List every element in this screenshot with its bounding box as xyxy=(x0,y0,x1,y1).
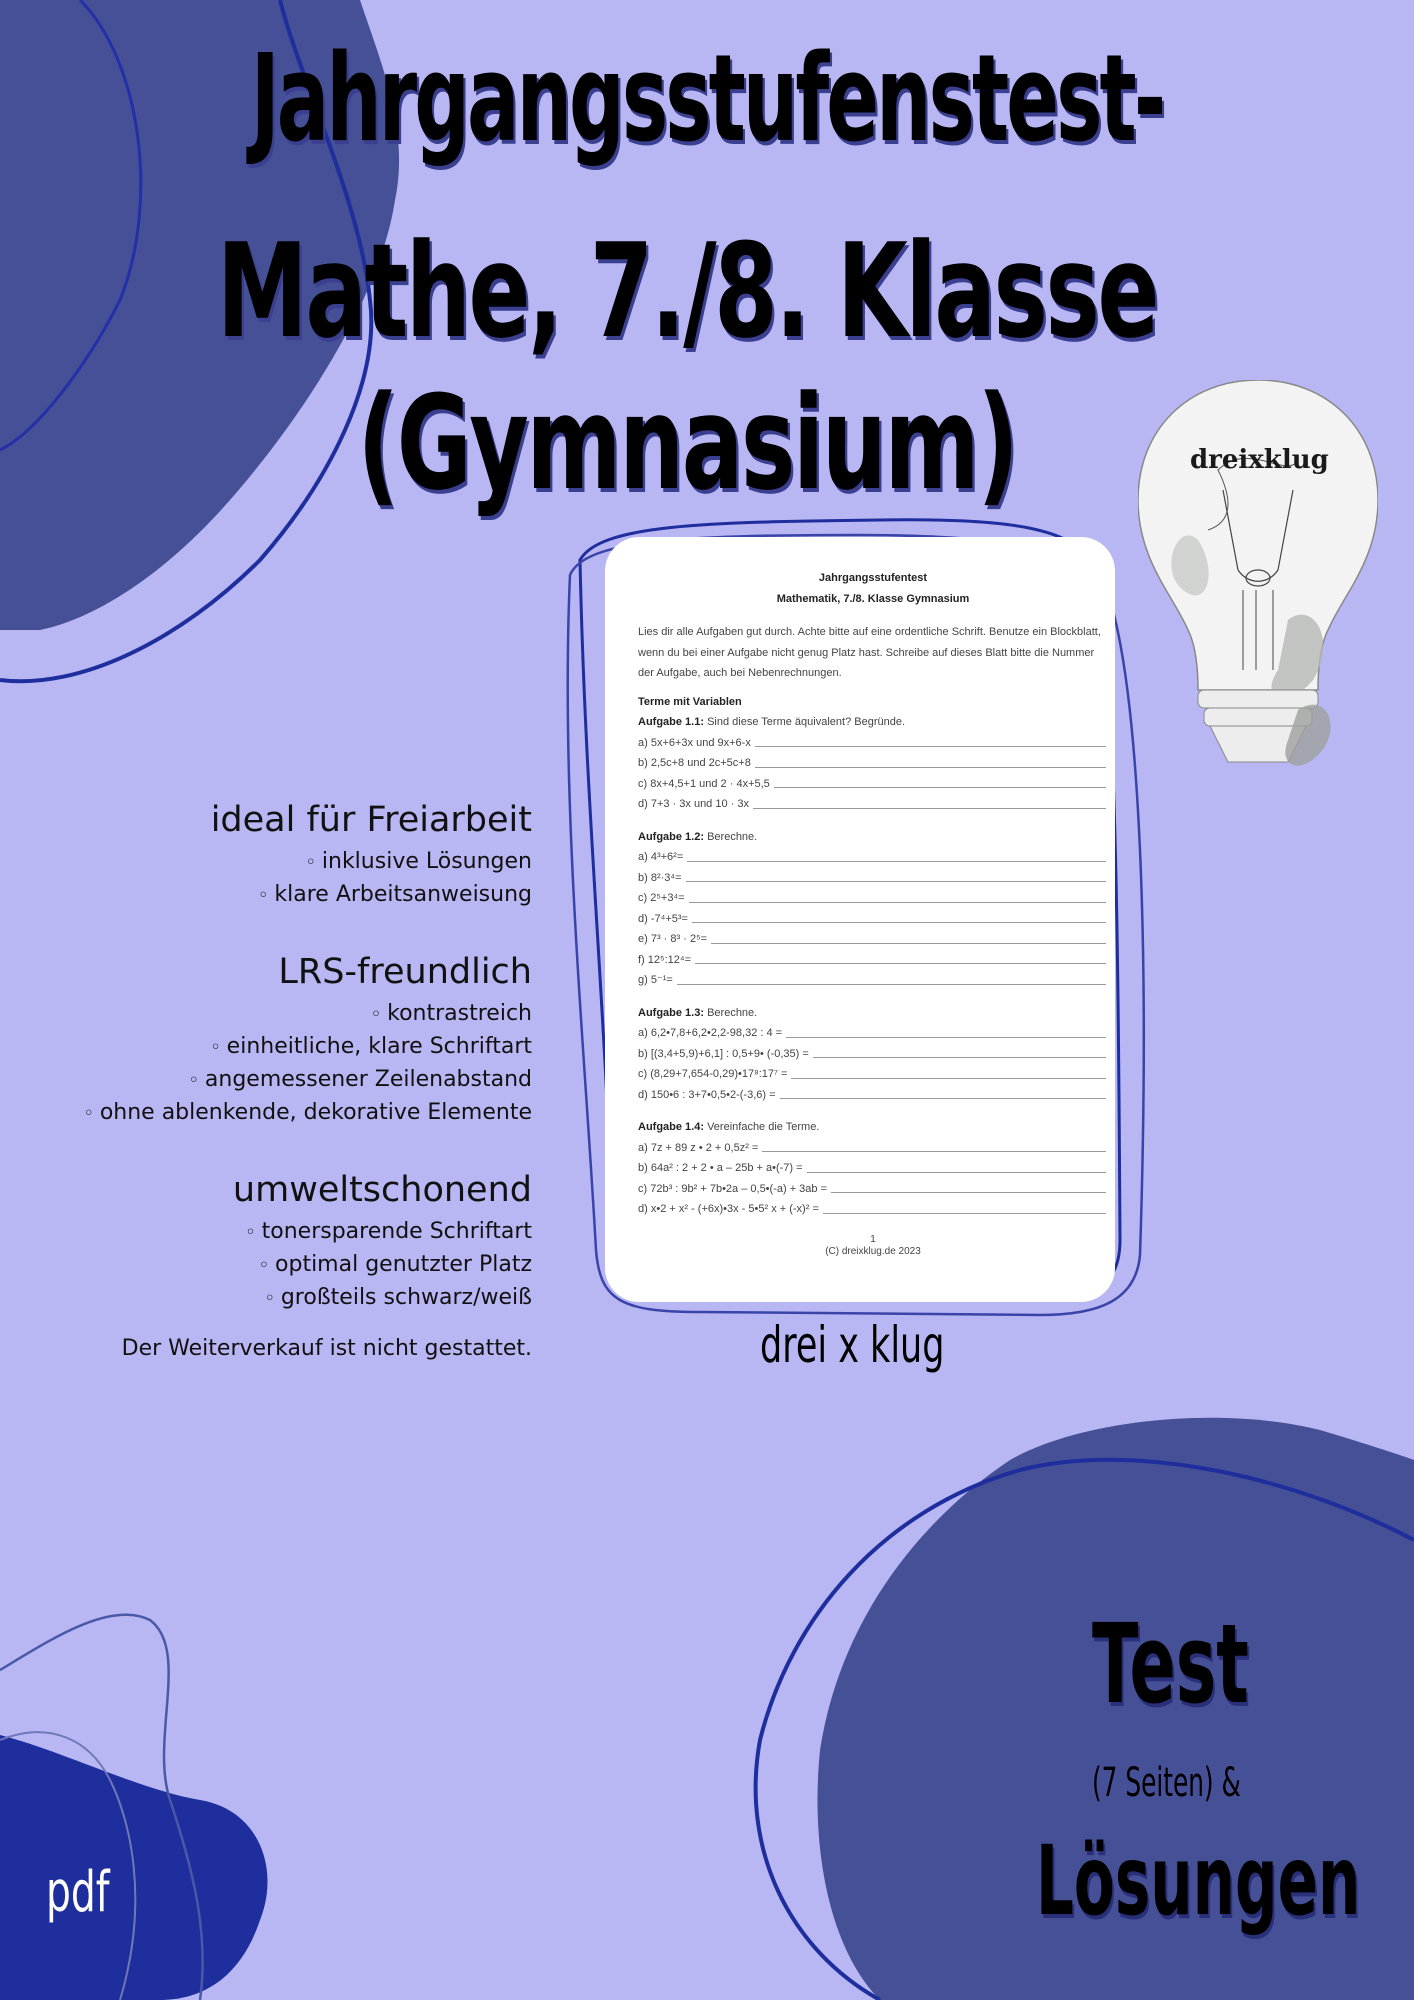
product-solutions: Lösungen xyxy=(1036,1825,1361,1937)
answer-line xyxy=(755,733,1106,748)
task-line xyxy=(638,950,1108,971)
task-line-text: c) 8x+4,5+1 und 2 · 4x+5,5 xyxy=(638,777,770,790)
feature-item: ◦ angemessener Zeilenabstand xyxy=(12,1064,532,1097)
task-gap xyxy=(638,815,1108,827)
task-line-text: a) 6,2•7,8+6,2•2,2-98,32 : 4 = xyxy=(638,1027,783,1039)
task-label: Aufgabe 1.1: xyxy=(638,716,705,728)
task-line xyxy=(638,1138,1108,1159)
feature-item: ◦ inklusive Lösungen xyxy=(12,846,532,879)
task-line xyxy=(638,1044,1108,1065)
answer-line xyxy=(695,950,1106,965)
feature-heading-lrs: LRS-freundlich xyxy=(278,952,532,992)
task-line-text: b) 2,5c+8 und 2c+5c+8 xyxy=(638,757,751,769)
worksheet-content xyxy=(638,568,1108,1258)
task-line xyxy=(638,1179,1108,1200)
answer-line xyxy=(791,1064,1106,1079)
task-line-text: c) 72b³ : 9b² + 7b•2a – 0,5•(-a) + 3ab = xyxy=(638,1182,828,1195)
task-line-text: a) 4³+6²= xyxy=(638,851,684,863)
task-heading xyxy=(638,1003,1108,1024)
feature-item: ◦ kontrastreich xyxy=(12,998,532,1031)
worksheet-copyright: (C) dreixklug.de 2023 xyxy=(825,1245,921,1257)
task-line xyxy=(638,909,1108,930)
worksheet-header-2: Mathematik, 7./8. Klasse Gymnasium xyxy=(776,593,970,605)
answer-line xyxy=(711,929,1106,944)
task-line-text: b) 8²·3⁴= xyxy=(638,871,682,884)
answer-line xyxy=(780,1085,1106,1100)
task-line-text: g) 5⁻¹= xyxy=(638,974,673,986)
brand-signature: drei x klug xyxy=(760,1316,945,1374)
feature-item: ◦ tonersparende Schriftart xyxy=(12,1216,532,1249)
task-heading xyxy=(638,1117,1108,1138)
task-line xyxy=(638,733,1108,754)
task-text: Vereinfache die Terme. xyxy=(707,1121,820,1133)
feature-item: ◦ großteils schwarz/weiß xyxy=(12,1282,532,1315)
worksheet-section: Terme mit Variablen xyxy=(638,695,742,708)
task-line-text: e) 7³ · 8³ · 2⁵= xyxy=(638,933,708,945)
answer-line xyxy=(677,970,1106,985)
answer-line xyxy=(753,794,1106,809)
task-heading xyxy=(638,827,1108,848)
task-line-text: b) [(3,4+5,9)+6,1] : 0,5+9• (-0,35) = xyxy=(638,1047,809,1060)
answer-line xyxy=(692,909,1106,924)
task-line-text: f) 12⁵:12⁴= xyxy=(638,953,692,966)
answer-line xyxy=(755,753,1106,768)
task-line xyxy=(638,888,1108,909)
logo-text: dreixklug xyxy=(1190,445,1329,475)
answer-line xyxy=(774,774,1106,789)
task-line-text: a) 7z + 89 z • 2 + 0,5z² = xyxy=(638,1141,759,1154)
task-gap xyxy=(638,1105,1108,1117)
task-line-text: a) 5x+6+3x und 9x+6-x xyxy=(638,736,751,749)
answer-line xyxy=(823,1199,1106,1214)
feature-heading-freiarbeit: ideal für Freiarbeit xyxy=(210,800,532,840)
format-label: pdf xyxy=(46,1860,110,1925)
answer-line xyxy=(786,1023,1106,1038)
task-line xyxy=(638,794,1108,815)
answer-line xyxy=(687,847,1106,862)
task-line xyxy=(638,753,1108,774)
answer-line xyxy=(762,1138,1106,1153)
task-label: Aufgabe 1.2: xyxy=(638,830,705,843)
task-heading xyxy=(638,712,1108,733)
product-pages: (7 Seiten) & xyxy=(1092,1760,1241,1806)
answer-line xyxy=(807,1158,1106,1173)
task-line xyxy=(638,1023,1108,1044)
task-line xyxy=(638,929,1108,950)
product-test: Test xyxy=(1092,1600,1249,1728)
resale-note: Der Weiterverkauf ist nicht gestattet. xyxy=(121,1336,532,1361)
task-line xyxy=(638,1064,1108,1085)
worksheet-page-number: 1 xyxy=(870,1233,876,1245)
task-line xyxy=(638,1199,1108,1220)
task-label: Aufgabe 1.4: xyxy=(638,1121,705,1133)
task-line xyxy=(638,970,1108,991)
feature-list xyxy=(12,800,532,1355)
task-line xyxy=(638,868,1108,889)
task-line-text: c) (8,29+7,654-0,29)•17⁸:17⁷ = xyxy=(638,1068,788,1080)
answer-line xyxy=(686,868,1106,883)
title-line-1: Jahrgangsstufenstest- xyxy=(250,30,1164,169)
task-text: Berechne. xyxy=(707,1006,758,1019)
feature-item: ◦ ohne ablenkende, dekorative Elemente xyxy=(12,1097,532,1130)
answer-line xyxy=(689,888,1106,903)
task-text: Sind diese Terme äquivalent? Begründe. xyxy=(707,716,906,728)
task-line-text: d) 7+3 · 3x und 10 · 3x xyxy=(638,798,749,810)
title-line-2: Mathe, 7./8. Klasse (Gymnasium) xyxy=(216,215,1158,519)
worksheet-header-1: Jahrgangsstufentest xyxy=(818,572,928,584)
task-line-text: d) x•2 + x² - (+6x)•3x - 5•5² x + (-x)² = xyxy=(638,1203,819,1215)
feature-item: ◦ klare Arbeitsanweisung xyxy=(12,879,532,912)
task-label: Aufgabe 1.3: xyxy=(638,1006,705,1019)
task-line xyxy=(638,847,1108,868)
worksheet-intro: Lies dir alle Aufgaben gut durch. Achte bitte auf eine ordentliche Schrift. Benutze ein Blockblatt, wenn du bei einer Aufgabe nicht genug Platz hast. Schreibe auf dieses Blatt bitte die Nummer der Aufgabe, auch bei Nebenrechnungen. xyxy=(638,626,1101,679)
task-line xyxy=(638,774,1108,795)
task-text: Berechne. xyxy=(707,830,758,843)
worksheet-tasks xyxy=(638,712,1108,1220)
task-line-text: c) 2⁵+3⁴= xyxy=(638,892,685,904)
lightbulb-icon xyxy=(1138,380,1378,780)
answer-line xyxy=(831,1179,1106,1194)
feature-heading-umwelt: umweltschonend xyxy=(232,1170,532,1210)
answer-line xyxy=(813,1044,1106,1059)
feature-item: ◦ einheitliche, klare Schriftart xyxy=(12,1031,532,1064)
task-line-text: b) 64a² : 2 + 2 • a – 25b + a•(-7) = xyxy=(638,1162,803,1174)
task-line-text: d) -7⁴+5³= xyxy=(638,912,688,925)
task-line-text: d) 150•6 : 3+7•0,5•2-(-3,6) = xyxy=(638,1088,776,1101)
task-line xyxy=(638,1085,1108,1106)
feature-item: ◦ optimal genutzter Platz xyxy=(12,1249,532,1282)
task-line xyxy=(638,1158,1108,1179)
task-gap xyxy=(638,991,1108,1003)
